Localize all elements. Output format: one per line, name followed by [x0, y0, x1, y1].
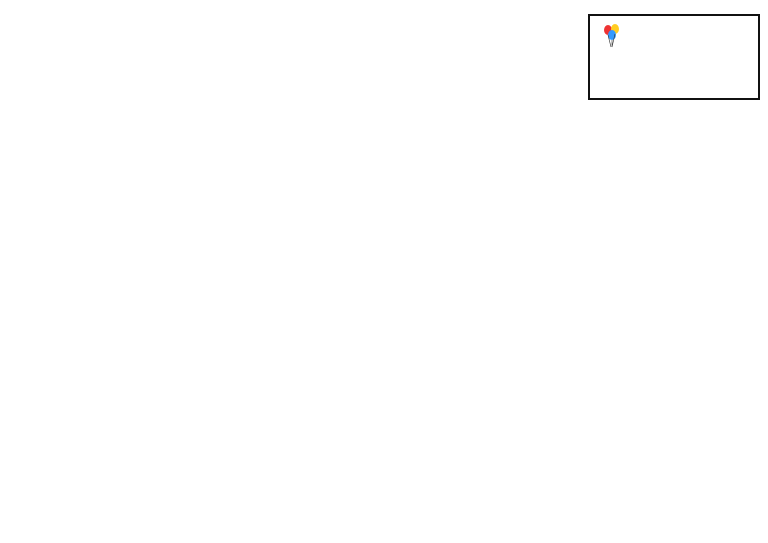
vegetables-column — [402, 8, 570, 16]
party-tray-banner — [588, 14, 760, 100]
balloons-icon — [602, 24, 622, 48]
entrees-column — [16, 8, 188, 23]
claypot-column — [208, 8, 368, 18]
